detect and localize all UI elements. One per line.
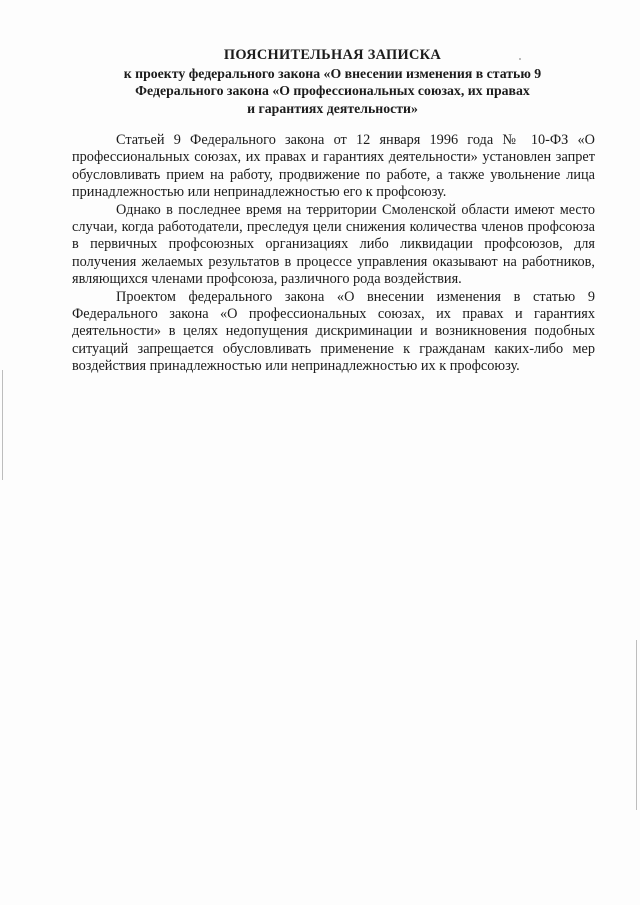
- scan-edge-mark: [636, 640, 637, 810]
- document-heading: [70, 47, 595, 117]
- scan-edge-mark: [2, 370, 3, 480]
- paragraph-1: Статьей 9 Федерального закона от 12 января 1996 года № 10-ФЗ «О профессиональных союзах, их правах и гарантиях деятельности» установлен запрет обусловливать прием на работу, продвижение по работе, а также увольнение лица принадлежностью или непринадлежностью его к профсоюзу.: [72, 132, 595, 201]
- paragraph-2: Однако в последнее время на территории Смоленской области имеют место случаи, когда работодатели, преследуя цели снижения количества членов профсоюза в первичных профсоюзных организациях либо ликвидации профсоюзов, для получения желаемых результатов в процессе управления оказывают на работников, являющихся членами профсоюза, различного рода воздействия.: [72, 201, 595, 288]
- document-body: [72, 132, 595, 376]
- document-title: ПОЯСНИТЕЛЬНАЯ ЗАПИСКА: [223, 47, 442, 63]
- paragraph-3: Проектом федерального закона «О внесении изменения в статью 9 Федерального закона «О профессиональных союзах, их правах и гарантиях деятельности» в целях недопущения дискриминации и возникновения подобных ситуаций запрещается обусловливать применение к гражданам каких-либо мер воздействия принадлежностью или непринадлежностью их к профсоюзу.: [72, 288, 595, 375]
- subtitle-line-3: и гарантиях деятельности»: [247, 100, 418, 116]
- subtitle-line-2: Федерального закона «О профессиональных союзах, их правах: [135, 83, 530, 98]
- scan-speck: [519, 58, 521, 60]
- subtitle-line-1: к проекту федерального закона «О внесении изменения в статью 9: [123, 65, 542, 81]
